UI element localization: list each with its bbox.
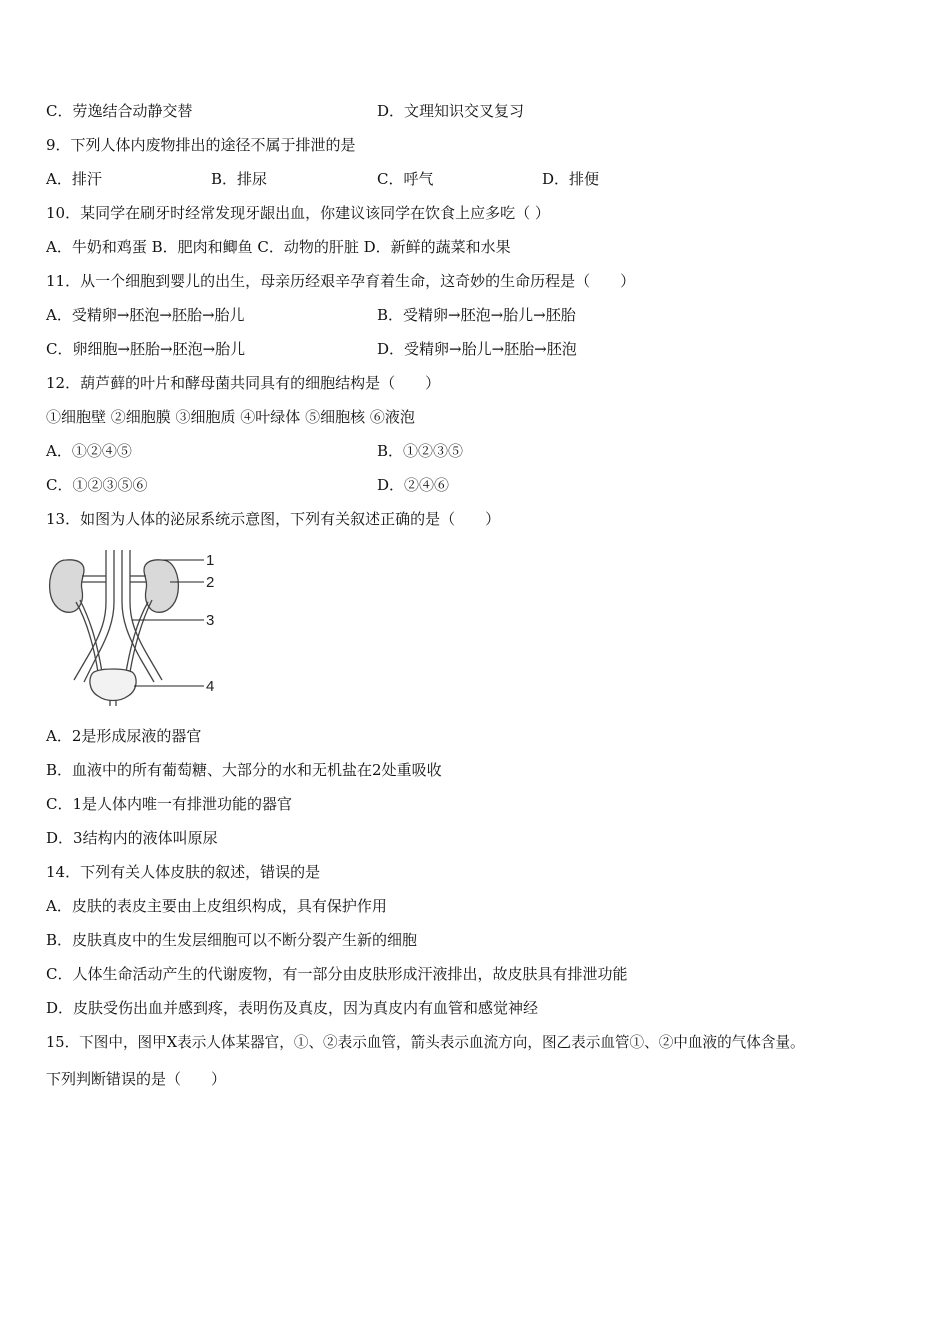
q9-stem: 9．下列人体内废物排出的途径不属于排泄的是 [46,136,356,154]
figure-label-2: 2 [206,574,215,591]
q9-option-a: A．排汗 [46,170,102,188]
q13-option-b: B．血液中的所有葡萄糖、大部分的水和无机盐在2处重吸收 [46,761,442,779]
q11-option-a: A．受精卵→胚泡→胚胎→胎儿 [46,306,245,324]
q8-option-c: C．劳逸结合动静交替 [46,102,193,120]
q9-option-d: D．排便 [542,170,600,188]
q12-option-c: C．①②③⑤⑥ [46,476,148,494]
q13-option-c: C．1是人体内唯一有排泄功能的器官 [46,795,293,813]
q12-option-d: D．②④⑥ [377,476,450,494]
q10-options: A．牛奶和鸡蛋 B．肥肉和鲫鱼 C．动物的肝脏 D．新鲜的蔬菜和水果 [46,238,511,256]
q14-option-b: B．皮肤真皮中的生发层细胞可以不断分裂产生新的细胞 [46,931,418,949]
left-kidney [50,560,84,612]
q14-option-d: D．皮肤受伤出血并感到疼，表明伤及真皮，因为真皮内有血管和感觉神经 [46,999,539,1017]
q15-stem-line1: 15．下图中，图甲X表示人体某器官，①、②表示血管，箭头表示血流方向，图乙表示血管①、②中血液的气体含量。 [46,1034,805,1051]
q14-option-a: A．皮肤的表皮主要由上皮组织构成，具有保护作用 [46,897,387,915]
q11-stem: 11．从一个细胞到婴儿的出生，母亲历经艰辛孕育着生命，这奇妙的生命历程是（ ） [46,272,636,290]
q11-option-d: D．受精卵→胎儿→胚胎→胚泡 [377,340,577,358]
q13-option-a: A．2是形成尿液的器官 [46,727,202,745]
q14-stem: 14．下列有关人体皮肤的叙述，错误的是 [46,863,321,881]
figure-label-1: 1 [206,552,215,569]
bladder [90,669,136,701]
q12-option-b: B．①②③⑤ [377,442,464,460]
q9-option-b: B．排尿 [211,170,268,188]
q12-stem: 12．葫芦藓的叶片和酵母菌共同具有的细胞结构是（ ） [46,374,441,392]
q10-stem: 10．某同学在刷牙时经常发现牙龈出血，你建议该同学在饮食上应多吃（ ） [46,204,550,222]
q15-stem-line2: 下列判断错误的是（ ） [46,1070,227,1088]
figure-label-3: 3 [206,612,215,629]
q9-option-c: C．呼气 [377,170,434,188]
q13-option-d: D．3结构内的液体叫原尿 [46,829,218,847]
q12-option-a: A．①②④⑤ [46,442,132,460]
q11-option-c: C．卵细胞→胚胎→胚泡→胎儿 [46,340,246,358]
q14-option-c: C．人体生命活动产生的代谢废物，有一部分由皮肤形成汗液排出，故皮肤具有排泄功能 [46,965,628,983]
figure-label-4: 4 [206,678,215,695]
q11-option-b: B．受精卵→胚泡→胎儿→胚胎 [377,306,576,324]
q12-items: ①细胞壁 ②细胞膜 ③细胞质 ④叶绿体 ⑤细胞核 ⑥液泡 [46,408,415,426]
urinary-system-diagram [44,546,244,706]
q13-stem: 13．如图为人体的泌尿系统示意图，下列有关叙述正确的是（ ） [46,510,501,528]
q8-option-d: D．文理知识交叉复习 [377,102,525,120]
